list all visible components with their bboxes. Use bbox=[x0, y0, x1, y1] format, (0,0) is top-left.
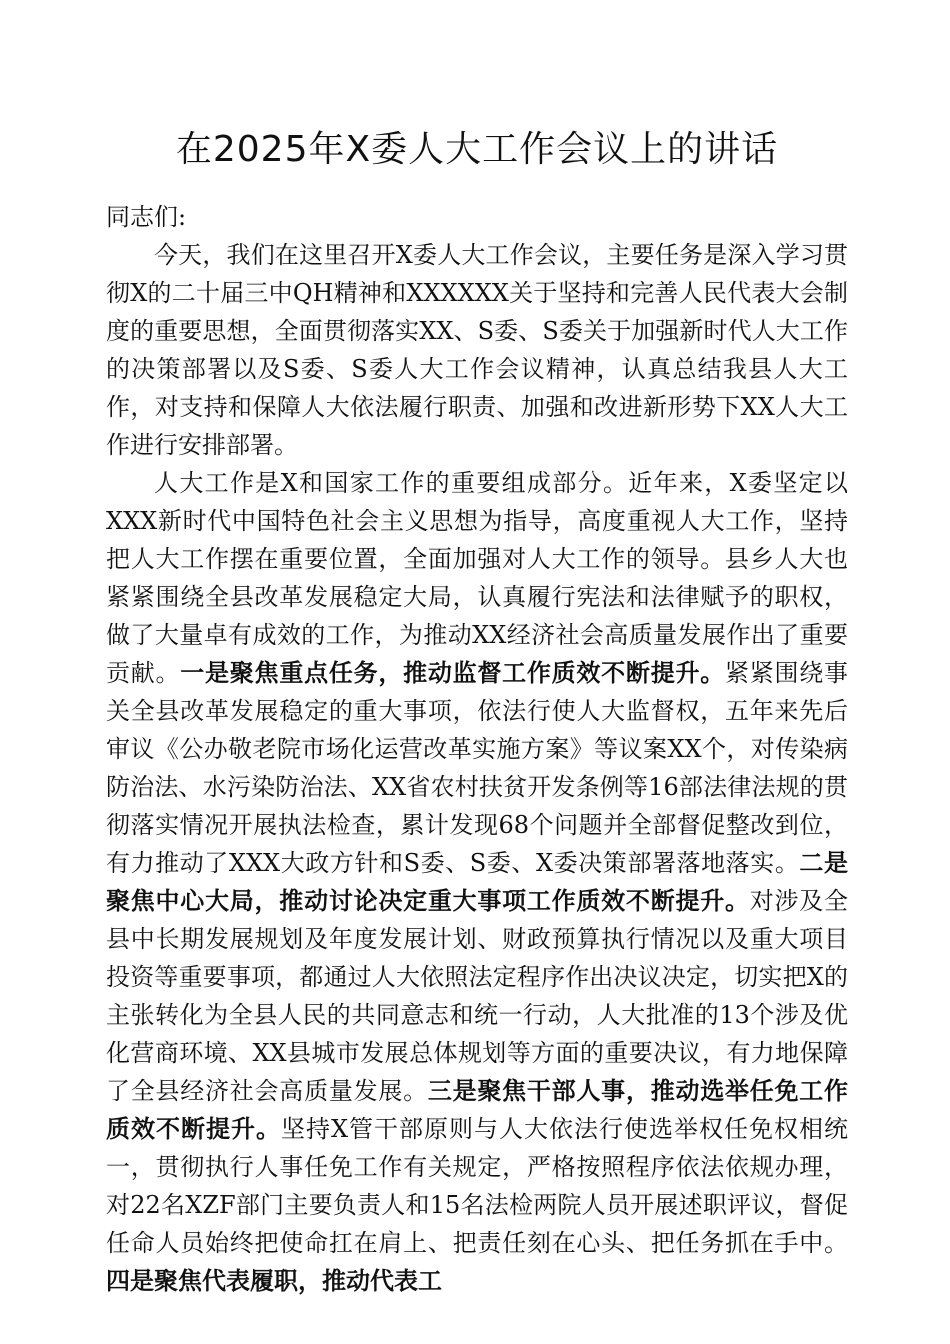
point1-text: 紧紧围绕事关全县改革发展稳定的重大事项，依法行使人大监督权，五年来先后审议《公办敬老院市场化运营改革实施方案》等议案XX个，对传染病防治法、水污染防治法、XX省农村扶贫开发条例等16部法律法规的贯彻落实情况开展执法检查，累计发现68个问题并全部督促整改到位，有力推动了XXX大政方针和S委、S委、X委决策部署落地落实。 bbox=[106, 659, 849, 877]
point2-text: 对涉及全县中长期发展规划及年度发展计划、财政预算执行情况以及重大项目投资等重要事项，都通过人大依照法定程序作出决议决定，切实把X的主张转化为全县人民的共同意志和统一行动，人大批准的13个涉及优化营商环境、XX县城市发展总体规划等方面的重要决议，有力地保障了全县经济社会高质量发展。 bbox=[106, 887, 849, 1105]
point1-heading: 一是聚焦重点任务，推动监督工作质效不断提升。 bbox=[180, 658, 725, 687]
document-title: 在2025年X委人大工作会议上的讲话 bbox=[175, 129, 779, 170]
document-page bbox=[106, 120, 848, 1300]
paragraph-achievements bbox=[106, 464, 848, 1300]
point2-heading: 二是聚焦中心大局，推动讨论决定重大事项工作质效不断提升。 bbox=[106, 848, 848, 915]
achievements-intro-text: 人大工作是X和国家工作的重要组成部分。近年来，X委坚定以XXX新时代中国特色社会主义思想为指导，高度重视人大工作，坚持把人大工作摆在重要位置，全面加强对人大工作的领导。县乡人大也紧紧围绕全县改革发展稳定大局，认真履行宪法和法律赋予的职权，做了大量卓有成效的工作，为推动XX经济社会高质量发展作出了重要贡献。 bbox=[106, 469, 848, 687]
paragraph-intro: 今天，我们在这里召开X委人大工作会议，主要任务是深入学习贯彻X的二十届三中QH精神和XXXXXX关于坚持和完善人民代表大会制度的重要思想，全面贯彻落实XX、S委、S委关于加强新时代人大工作的决策部署以及S委、S委人大工作会议精神，认真总结我县人大工作，对支持和保障人大依法履行职责、加强和改进新形势下XX人大工作进行安排部署。 bbox=[106, 241, 848, 459]
point3-heading: 三是聚焦干部人事，推动选举任免工作质效不断提升。 bbox=[106, 1076, 849, 1143]
point3-text: 坚持X管干部原则与人大依法行使选举权任免权相统一，贯彻执行人事任免工作有关规定，严格按照程序依法依规办理，对22名XZF部门主要负责人和15名法检两院人员开展述职评议，督促任命人员始终把使命扛在肩上、把责任刻在心头、把任务抓在手中。 bbox=[106, 1115, 848, 1257]
salutation: 同志们: bbox=[106, 203, 187, 231]
point4-heading: 四是聚焦代表履职，推动代表工 bbox=[106, 1266, 442, 1295]
